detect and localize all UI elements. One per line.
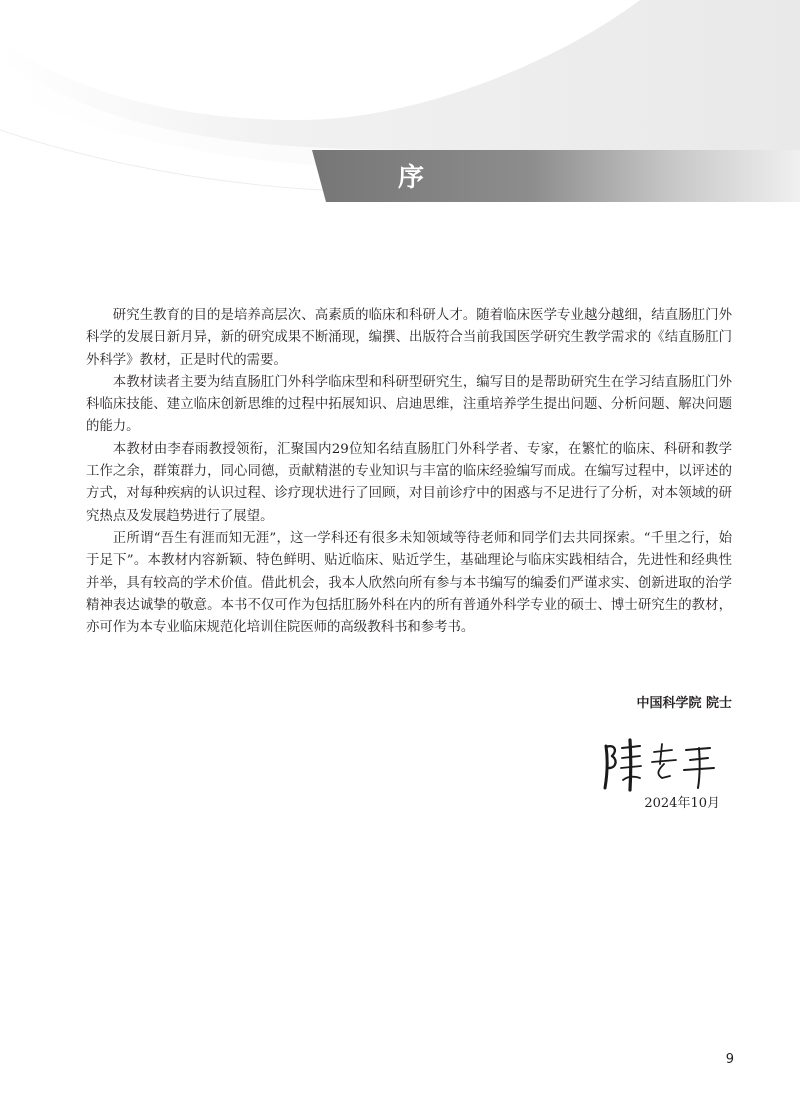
header-decoration	[0, 0, 800, 260]
paragraph-1: 研究生教育的目的是培养高层次、高素质的临床和科研人才。随着临床医学专业越分越细，结直肠肛门外科学的发展日新月异，新的研究成果不断涌现，编撰、出版符合当前我国医学研究生教学需求的《结直肠肛门外科学》教材，正是时代的需要。	[86, 308, 732, 368]
paragraph-4: 正所谓“吾生有涯而知无涯”，这一学科还有很多未知领域等待老师和同学们去共同探索。“千里之行，始于足下”。本教材内容新颖、特色鲜明、贴近临床、贴近学生，基础理论与临床实践相结合，先进性和经典性并举，具有较高的学术价值。借此机会，我本人欣然向所有参与本书编写的编委们严谨求实、创新进取的治学精神表达诚挚的敬意。本书不仅可作为包括肛肠外科在内的所有普通外科学专业的硕士、博士研究生的教材，亦可作为本专业临床规范化培训住院医师的高级教科书和参考书。	[86, 530, 732, 636]
preface-body	[86, 305, 732, 639]
author-affiliation: 中国科学院 院士	[636, 696, 732, 711]
page-number: 9	[725, 1052, 734, 1067]
paragraph-3: 本教材由李春雨教授领衔，汇聚国内29位知名结直肠肛门外科学者、专家，在繁忙的临床、科研和教学工作之余，群策群力，同心同德，贡献精湛的专业知识与丰富的临床经验编写而成。在编写过程中，以评述的方式，对每种疾病的认识过程、诊疗现状进行了回顾，对目前诊疗中的困惑与不足进行了分析，对本领域的研究热点及发展趋势进行了展望。	[86, 441, 732, 524]
date: 2024年10月	[644, 796, 720, 811]
paragraph-2: 本教材读者主要为结直肠肛门外科学临床型和科研型研究生，编写目的是帮助研究生在学习结直肠肛门外科临床技能、建立临床创新思维的过程中拓展知识、启迪思维，注重培养学生提出问题、分析问题、解决问题的能力。	[86, 374, 732, 435]
page-title: 序	[397, 163, 426, 193]
handwritten-signature	[600, 738, 722, 792]
